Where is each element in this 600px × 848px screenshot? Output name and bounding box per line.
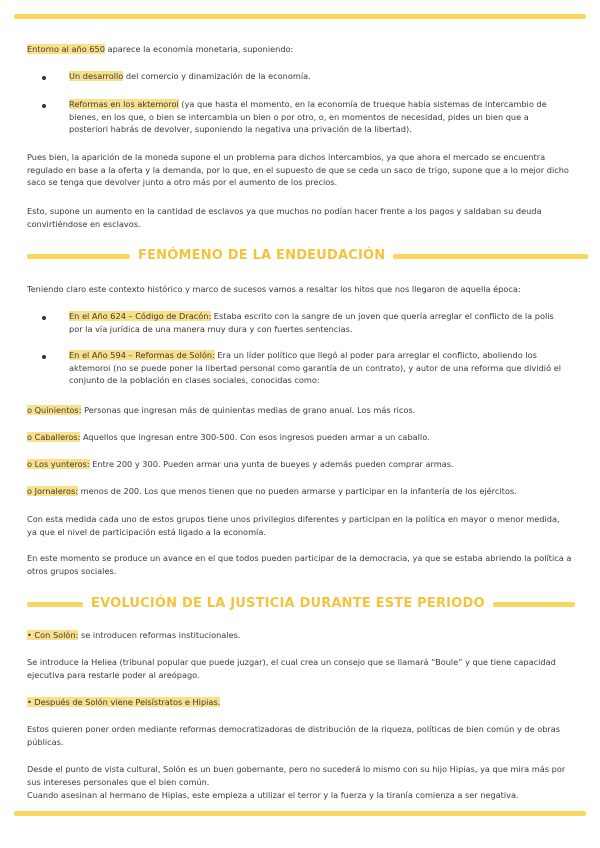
section-heading-justicia bbox=[0, 594, 600, 614]
heading-title: FENÓMENO DE LA ENDEUDACIÓN bbox=[138, 247, 386, 263]
paragraph-tirania: Cuando asesinan al hermano de Hipias, este empieza a utilizar el terror y la fuerza y la tiranía comienza a ser negativa. bbox=[27, 790, 519, 800]
class-text: menos de 200. Los que menos tienen que no pueden armarse y participar en la infantería de los ejércitos. bbox=[78, 486, 517, 496]
paragraph-cultural: Desde el punto de vista cultural, Solón es un buen gobernante, pero no sucederá lo mismo con su hijo Hipias, ya que mira más por sus intereses personales que el bien común. bbox=[27, 764, 566, 787]
bullet-text: (ya que hasta el momento, en la economía de trueque había sistemas de intercambio de bienes, en los que, o bien se intercambia un bien o por otro, o, en momentos de necesidad, pides un bien que a posteriori habrás de devolver, suponiendo la negativa una privación de la libertad). bbox=[69, 99, 547, 135]
class-highlight: o Jornaleros: bbox=[27, 486, 78, 496]
bullet-highlight: Un desarrollo bbox=[69, 71, 124, 81]
intro-bullet-2 bbox=[69, 98, 569, 136]
top-divider bbox=[14, 14, 586, 19]
heading-bar-left bbox=[27, 254, 130, 259]
class-yunteros bbox=[27, 458, 572, 471]
hito-text: Estaba escrito con la sangre de un joven que quería arreglar el conflicto de la polis por la vía jurídica de una manera muy dura y con fuertes sentencias. bbox=[69, 311, 554, 334]
solon-text: se introducen reformas institucionales. bbox=[78, 630, 241, 640]
heading-bar-left bbox=[27, 602, 83, 607]
class-caballeros bbox=[27, 431, 572, 444]
paragraph-contexto: Teniendo claro este contexto histórico y marco de sucesos vamos a resaltar los hitos que nos llegaron de aquella época: bbox=[27, 284, 521, 294]
hito-solon bbox=[69, 349, 569, 387]
paragraph-heliea: Se introduce la Heliea (tribunal popular que puede juzgar), el cual crea un consejo que se llamará “Boule” y que tiene capacidad ejecutiva para restarle poder al areópago. bbox=[27, 657, 556, 680]
class-text: Aquellos que ingresan entre 300-500. Con esos ingresos pueden armar a un caballo. bbox=[80, 432, 430, 442]
intro-line bbox=[27, 43, 572, 56]
paragraph-moneda: Pues bien, la aparición de la moneda supone el un problema para dichos intercambios, ya que ahora el mercado se encuentra regulado en base a la oferta y la demanda, por lo que, en el supuesto de que se ceda un saco de trigo, supone que a lo mejor dicho saco se tenga que devolver junto a otro más por el aumento de los precios. bbox=[27, 152, 569, 188]
bottom-divider bbox=[14, 811, 586, 816]
hito-dracon bbox=[69, 310, 569, 335]
paragraph-medida: Con esta medida cada uno de estos grupos tiene unos privilegios diferentes y participan en la política en mayor o menor medida, ya que el nivel de participación está ligado a la economía. bbox=[27, 514, 560, 537]
intro-bullet-1 bbox=[69, 70, 569, 83]
despues-line bbox=[27, 696, 572, 709]
heading-bar-right bbox=[393, 254, 588, 259]
bullet-dot bbox=[42, 104, 46, 108]
despues-highlight: • Después de Solón viene Peisístratos e Hipias. bbox=[27, 697, 221, 707]
bullet-dot bbox=[42, 76, 46, 80]
class-highlight: o Caballeros: bbox=[27, 432, 81, 442]
bullet-dot bbox=[42, 316, 46, 320]
paragraph-avance: En este momento se produce un avance en el que todos pueden participar de la democracia, ya que se estaba abriendo la política a otros grupos sociales. bbox=[27, 553, 572, 576]
paragraph-esclavos: Esto, supone un aumento en la cantidad de esclavos ya que muchos no podían hacer frente a los pagos y saldaban su deuda convirtiéndose en esclavos. bbox=[27, 206, 542, 229]
class-highlight: o Quinientos: bbox=[27, 405, 82, 415]
class-jornaleros bbox=[27, 485, 572, 498]
bullet-highlight: Reformas en los aktemoroi bbox=[69, 99, 179, 109]
hito-highlight: En el Año 624 – Código de Dracón: bbox=[69, 311, 212, 321]
class-text: Entre 200 y 300. Pueden armar una yunta de bueyes y además pueden comprar armas. bbox=[89, 459, 454, 469]
intro-highlight: Entorno al año 650 bbox=[27, 44, 105, 54]
hito-highlight: En el Año 594 – Reformas de Solón: bbox=[69, 350, 215, 360]
solon-line bbox=[27, 629, 572, 642]
intro-text: aparece la economía monetaria, suponiendo: bbox=[104, 44, 294, 54]
heading-bar-right bbox=[493, 602, 575, 607]
section-heading-endeudacion bbox=[0, 246, 600, 266]
class-quinientos bbox=[27, 404, 572, 417]
class-highlight: o Los yunteros: bbox=[27, 459, 90, 469]
bullet-text: del comercio y dinamización de la economía. bbox=[123, 71, 311, 81]
paragraph-orden: Estos quieren poner orden mediante reformas democratizadoras de distribución de la riqueza, políticas de bien común y de obras públicas. bbox=[27, 724, 561, 747]
class-text: Personas que ingresan más de quinientas medias de grano anual. Los más ricos. bbox=[81, 405, 416, 415]
bullet-dot bbox=[42, 355, 46, 359]
heading-title: EVOLUCIÓN DE LA JUSTICIA DURANTE ESTE PERIODO bbox=[91, 595, 485, 611]
solon-highlight: • Con Solón: bbox=[27, 630, 79, 640]
hito-text: Era un líder político que llegó al poder para arreglar el conflicto, aboliendo los aktemoroi (no se puede poner la libertad personal como garantía de un contrato), y autor de una reforma que dividió el conjunto de la población en clases sociales, conocidas como: bbox=[69, 350, 562, 386]
